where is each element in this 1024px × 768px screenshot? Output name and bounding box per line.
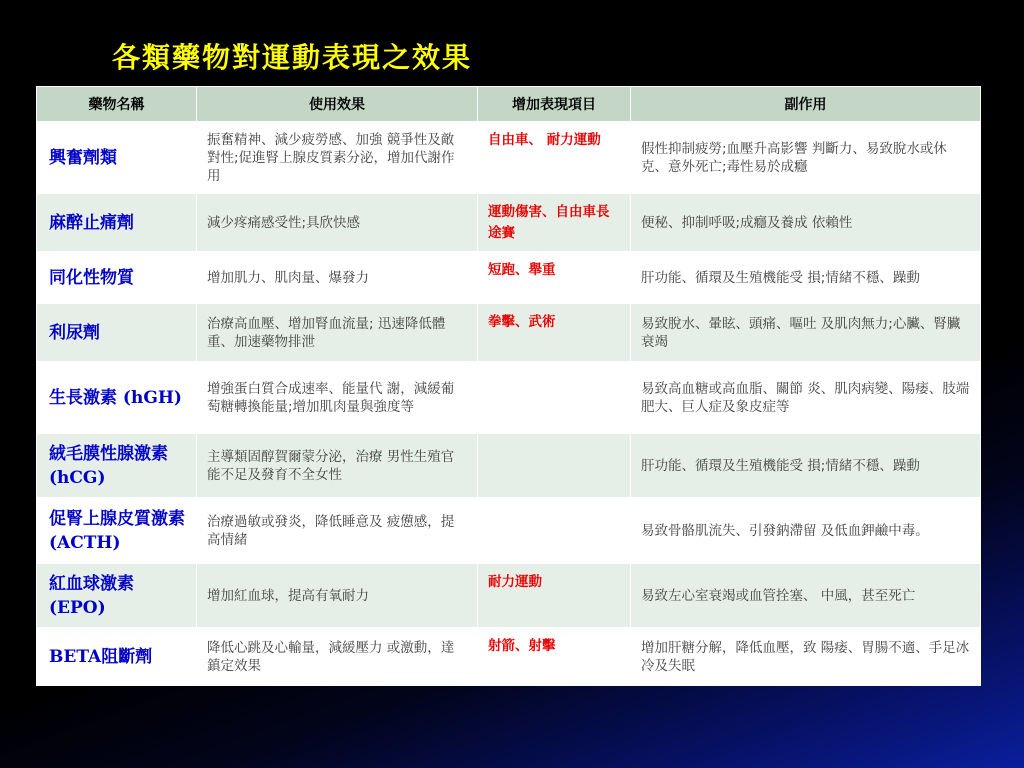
effect-cell: 振奮精神、減少疲勞感、加強 競爭性及敵對性;促進腎上腺皮質素分泌，增加代謝作用 <box>197 122 478 194</box>
side-effect-cell: 易致高血糖或高血脂、關節 炎、肌肉病變、陽痿、肢端肥大、巨人症及象皮症等 <box>631 362 981 434</box>
effect-cell: 降低心跳及心輸量，減緩壓力 或激動，達鎮定效果 <box>197 628 478 686</box>
table-header-row <box>37 87 981 122</box>
effect-cell: 增加紅血球，提高有氧耐力 <box>197 564 478 628</box>
side-effect-cell: 假性抑制疲勞;血壓升高影響 判斷力、易致脫水或休克、意外死亡;毒性易於成癮 <box>631 122 981 194</box>
table-row <box>37 252 981 304</box>
header-side-effect: 副作用 <box>631 87 981 122</box>
slide-title: 各類藥物對運動表現之效果 <box>112 41 473 74</box>
table-row <box>37 362 981 434</box>
side-effect-cell: 增加肝糖分解，降低血壓，致 陽痿、胃腸不適、手足冰冷及失眠 <box>631 628 981 686</box>
table-row <box>37 434 981 498</box>
performance-event-cell: 耐力運動 <box>478 564 631 628</box>
effect-cell: 主導類固醇賀爾蒙分泌，治療 男性生殖官能不足及發育不全女性 <box>197 434 478 498</box>
header-drug-name: 藥物名稱 <box>37 87 197 122</box>
performance-event-cell: 射箭、射擊 <box>478 628 631 686</box>
side-effect-cell: 便秘、抑制呼吸;成癮及養成 依賴性 <box>631 194 981 252</box>
performance-event-cell: 運動傷害、自由車長途賽 <box>478 194 631 252</box>
drug-name-cell: 興奮劑類 <box>37 122 197 194</box>
drug-name-cell: 同化性物質 <box>37 252 197 304</box>
side-effect-cell: 肝功能、循環及生殖機能受 損;情緒不穩、躁動 <box>631 252 981 304</box>
effect-cell: 增加肌力、肌肉量、爆發力 <box>197 252 478 304</box>
performance-event-cell <box>478 434 631 498</box>
effect-cell: 治療高血壓、增加腎血流量; 迅速降低體重、加速藥物排泄 <box>197 304 478 362</box>
side-effect-cell: 易致左心室衰竭或血管拴塞、 中風，甚至死亡 <box>631 564 981 628</box>
drug-name-cell: BETA阻斷劑 <box>37 628 197 686</box>
drug-effects-table-container <box>36 86 980 686</box>
header-performance-event: 增加表現項目 <box>478 87 631 122</box>
drug-name-cell: 利尿劑 <box>37 304 197 362</box>
drug-name-cell: 紅血球激素 (EPO) <box>37 564 197 628</box>
effect-cell: 增強蛋白質合成速率、能量代 謝，減緩葡萄糖轉換能量;增加肌肉量與強度等 <box>197 362 478 434</box>
table-row <box>37 122 981 194</box>
side-effect-cell: 易致骨骼肌流失、引發鈉滯留 及低血鉀鹼中毒。 <box>631 498 981 564</box>
performance-event-cell <box>478 362 631 434</box>
performance-event-cell: 自由車、 耐力運動 <box>478 122 631 194</box>
performance-event-cell: 拳擊、武術 <box>478 304 631 362</box>
drug-effects-table <box>36 86 981 686</box>
table-row <box>37 628 981 686</box>
side-effect-cell: 易致脫水、暈眩、頭痛、嘔吐 及肌肉無力;心臟、腎臟衰竭 <box>631 304 981 362</box>
table-row <box>37 194 981 252</box>
header-effect: 使用效果 <box>197 87 478 122</box>
effect-cell: 治療過敏或發炎，降低睡意及 疲憊感，提高情緒 <box>197 498 478 564</box>
table-row <box>37 498 981 564</box>
table-row <box>37 304 981 362</box>
effect-cell: 減少疼痛感受性;具欣快感 <box>197 194 478 252</box>
drug-name-cell: 絨毛膜性腺激素 (hCG) <box>37 434 197 498</box>
performance-event-cell <box>478 498 631 564</box>
drug-name-cell: 麻醉止痛劑 <box>37 194 197 252</box>
side-effect-cell: 肝功能、循環及生殖機能受 損;情緒不穩、躁動 <box>631 434 981 498</box>
drug-name-cell: 促腎上腺皮質激素 (ACTH) <box>37 498 197 564</box>
drug-name-cell: 生長激素 (hGH) <box>37 362 197 434</box>
table-row <box>37 564 981 628</box>
performance-event-cell: 短跑、舉重 <box>478 252 631 304</box>
